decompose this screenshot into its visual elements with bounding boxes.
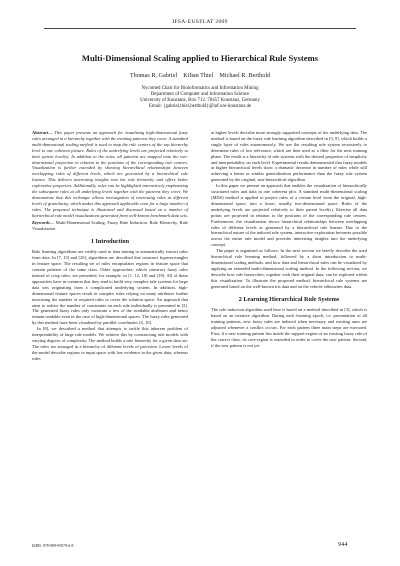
- isbn-footer: ISBN: 978-989-95079-6-8: [32, 544, 74, 548]
- abstract: [32, 130, 188, 219]
- abstract-text: — This paper presents an approach for visualizing high-dimensional fuzzy rules arranged in a hierarchy together with the training patterns they cover. A standard multi-dimensional scaling method is used to map the rule centers of the top hierarchy level to one coherent picture. Rules of the underlying levels are projected relatively to their parent level(s). In addition to the rules, all patterns are mapped onto the two-dimensional projection in relation to the positions of the corresponding rule centers. Visualization is further extended by showing hierarchical relationships between overlapping rules of different levels, which are generated by a hierarchical rule learner. This delivers interesting insights into the rule hierarchy and offers better explorative properties. Additionally, rules can be highlighted interactively emphasizing the subsequent rules at all underlying levels together with the patterns they cover. We demonstrate that this technique allows investigation of interesting rules at different levels of granularity, which makes this approach applicable even for a large number of rules. The proposed technique is illustrated and discussed based on a number of hierarchical rule model visualizations generated from well-known benchmark data sets.: [32, 130, 188, 218]
- paper-affiliation: [20, 86, 380, 110]
- affiliation-line: Department of Computer and Information Science: [150, 91, 250, 97]
- keywords-label: Keywords: [32, 219, 50, 225]
- body-paragraph: The paper is organized as follows: In the next section we briefly describe the used hierarchical rule learning method, followed by a short introduction to multi-dimensional scaling methods, and how data and hierarchical rules can be visualized by applying an extended multi-dimensional scaling method. In the following section, we describe how rule hierarchies, together with their original data, can be explored within this visualization. To illustrate the proposed method, hierarchical rule systems are generated based on the well-known iris data and on the vehicle silhouettes data.: [211, 248, 367, 289]
- body-paragraph: The rule induction algorithm used here is based on a method described in [3], which is based on an iterative algorithm. During each learning epoch, i.e. presentation of all training patterns, new fuzzy rules are induced when necessary and existing ones are adjusted whenever a conflict occurs. For each pattern three main steps are executed. First, if a new training pattern lies inside the support-region of an existing fuzzy rule of the correct class, its core-region is extended in order to cover the new pattern. Second, if the new pattern is not yet: [211, 307, 367, 348]
- body-paragraph: Rule learning algorithms are widely used in data mining to automatically extract rules from data. In [7, 15] and [20], algorithms are described that construct hyperrectangles in feature space. The resulting set of rules encapsulates regions in feature space that contain patterns of the same class. Other approaches, which construct fuzzy rules instead of crisp rules, are presented, for example, in [1, 12, 18] and [19]. All of these approaches have in common that they tend to build very complex rule systems for large data sets originating from a complicated underlying system. In addition, high-dimensional feature spaces result in complex rules relying on many attributes further increasing the number of required rules to cover the solution space. An approach that aims to reduce the number of constraints on each rule individually is presented in [3]. The generated fuzzy rules only constrain a few of the available attributes and hence remain readable even in the case of high-dimensional spaces. The fuzzy rules generated by this method have been visualized by parallel coordinates [4, 10].: [32, 249, 188, 326]
- body-paragraph: In this paper we present an approach that enables the visualization of hierarchically structured rules and data in one coherent plot. A standard multi-dimensional scaling (MDS) method is applied to project rules of a certain level from the original, high-dimensional space, into a lower, usually two-dimensional space. Rules of the underlying levels are projected relatively to their parent level(s), likewise all data points are projected in relation to the positions of the corresponding rule centers. Furthermore, the visualization shows hierarchical relationships between overlapping rules of different levels as generated by a hierarchical rule learner. Due to the hierarchical nature of the induced rule system, interactive exploration becomes possible across the entire rule model and provides interesting insights into the underlying concept.: [211, 183, 367, 248]
- abstract-label: Abstract: [32, 130, 49, 135]
- keywords-text: — Multi-Dimensional Scaling, Fuzzy Rule Induction, Rule Hierarchy, Rule Visualization: [32, 219, 188, 231]
- section-heading-learning: 2 Learning Hierarchical Rule Systems: [238, 296, 340, 304]
- paper-title: Multi-Dimensional Scaling applied to Hierarchical Rule Systems: [81, 53, 319, 63]
- body-paragraph: In [8], we described a method that attempts to tackle this inherent problem of interpretability of large rule models. We achieve this by constructing rule models with varying degrees of complexity. The method builds a rule hierarchy for a given data set. The rules are arranged in a hierarchy of different levels of precision. Lower levels of the model describe regions in input space with low evidence in the given data, whereas rules: [32, 326, 188, 361]
- header-rule: [44, 28, 356, 29]
- body-paragraph: at higher levels describe more strongly supported concepts of the underlying data. The method is based on the fuzzy rule learning algorithm described in [3, 9], which builds a single layer of rules autonomously. We use the resulting rule system recursively to determine rules of low relevance, which are then used as a filter for the next training phase. The result is a hierarchy of rule systems with the desired properties of simplicity and interpretability on each level. Experimental results demonstrated that fuzzy models at higher hierarchical levels show a dramatic decrease in number of rules while still achieving a better or similar generalization performance than the fuzzy rule system generated by the original, non-hierarchical algorithm.: [211, 130, 367, 183]
- left-column: [32, 130, 188, 362]
- paper-authors: Thomas R. Gabriel Kilian Thiel Michael R. Berthold: [129, 72, 271, 79]
- page-number: 944: [338, 541, 348, 548]
- right-column: [211, 130, 367, 349]
- section-heading-introduction: 1 Introduction: [90, 238, 130, 246]
- affiliation-line: University of Konstanz, Box 712, 78457 Konstanz, Germany: [140, 97, 260, 103]
- affiliation-line: Nycomed Chair for Bioinformatics and Information Mining: [141, 86, 259, 91]
- keywords: [32, 220, 188, 232]
- running-head: IFSA-EUSFLAT 2009: [172, 19, 228, 25]
- affiliation-email: Email: {gabriel,thiel,berthold}@inf.uni-konstanz.de: [148, 103, 252, 109]
